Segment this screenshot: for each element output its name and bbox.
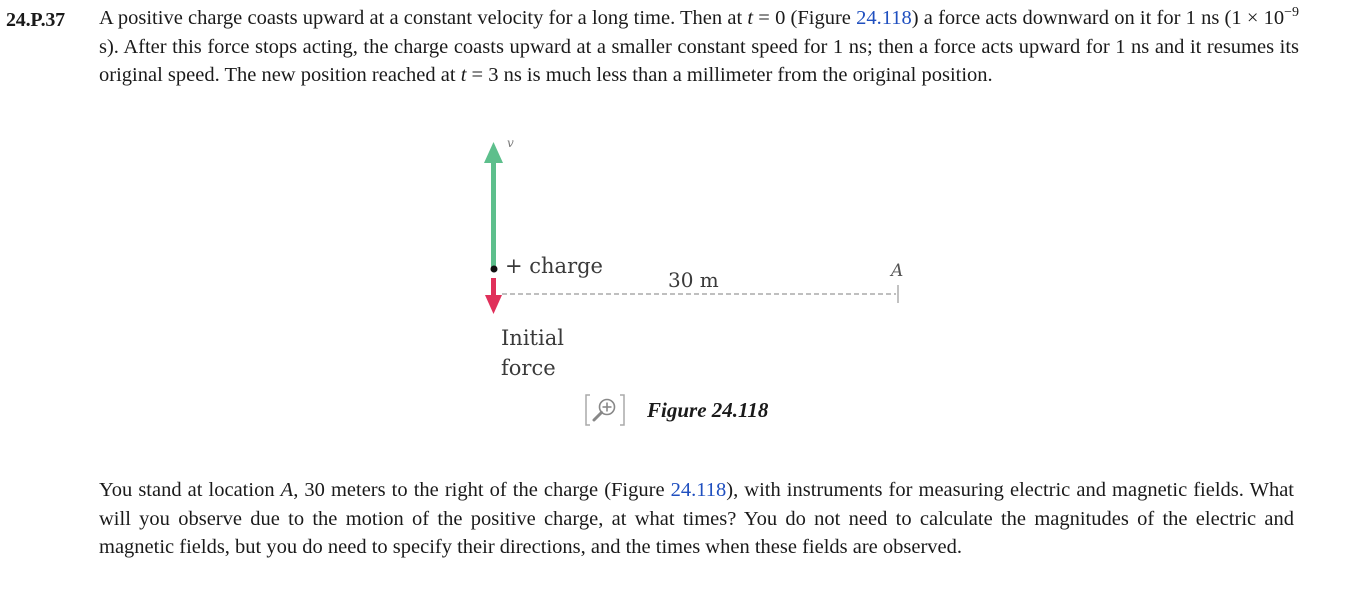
charge-label: + charge — [505, 254, 603, 278]
velocity-label: v — [507, 136, 514, 150]
text-run: You stand at location — [99, 479, 281, 501]
figure-link[interactable]: 24.118 — [670, 479, 727, 501]
exponent: −9 — [1284, 5, 1300, 21]
problem-statement — [99, 4, 1299, 90]
magnifier-plus-icon[interactable] — [585, 393, 625, 427]
location-label: A — [891, 261, 904, 281]
time-variable: t — [460, 64, 467, 87]
force-label-line: Initial — [501, 326, 564, 350]
question-statement — [99, 476, 1294, 562]
figure-link[interactable]: 24.118 — [856, 7, 912, 29]
force-label-line: force — [501, 356, 556, 380]
text-run: A positive charge coasts upward at a constant velocity for a long time. Then at — [99, 7, 748, 29]
velocity-arrow-head — [484, 142, 503, 163]
location-variable: A — [280, 479, 294, 501]
charge-dot — [491, 266, 498, 273]
force-label — [501, 323, 564, 383]
caption-text: Figure 24.118 — [647, 397, 769, 422]
text-run: ) a force acts downward on it for 1 ns (1 × 10 — [911, 7, 1285, 29]
text-run: , 30 meters to the right of the charge (Figure — [293, 479, 671, 501]
force-arrow-head — [485, 295, 502, 314]
distance-label: 30 m — [668, 268, 719, 292]
text-run: = 0 (Figure — [753, 7, 857, 29]
text-run: s). After this force stops acting, the charge coasts upward at a smaller constant speed for 1 ns; then a force acts upward for 1 ns and it resumes its original speed. The new position reached at — [99, 35, 1299, 87]
text-run: = 3 ns is much less than a millimeter from the original position. — [466, 64, 993, 87]
time-variable: t — [747, 7, 754, 29]
problem-number: 24.P.37 — [6, 9, 65, 31]
figure-caption — [585, 393, 768, 427]
velocity-arrow-shaft — [491, 158, 496, 270]
text-run: ), with instruments for measuring electric and magnetic fields. What will you observe due to the motion of the positive charge, at what times? You do not need to calculate the magnitudes of the electric and magnetic fields, but you do need to specify their directions, and the times when these fields are observed. — [99, 479, 1295, 559]
